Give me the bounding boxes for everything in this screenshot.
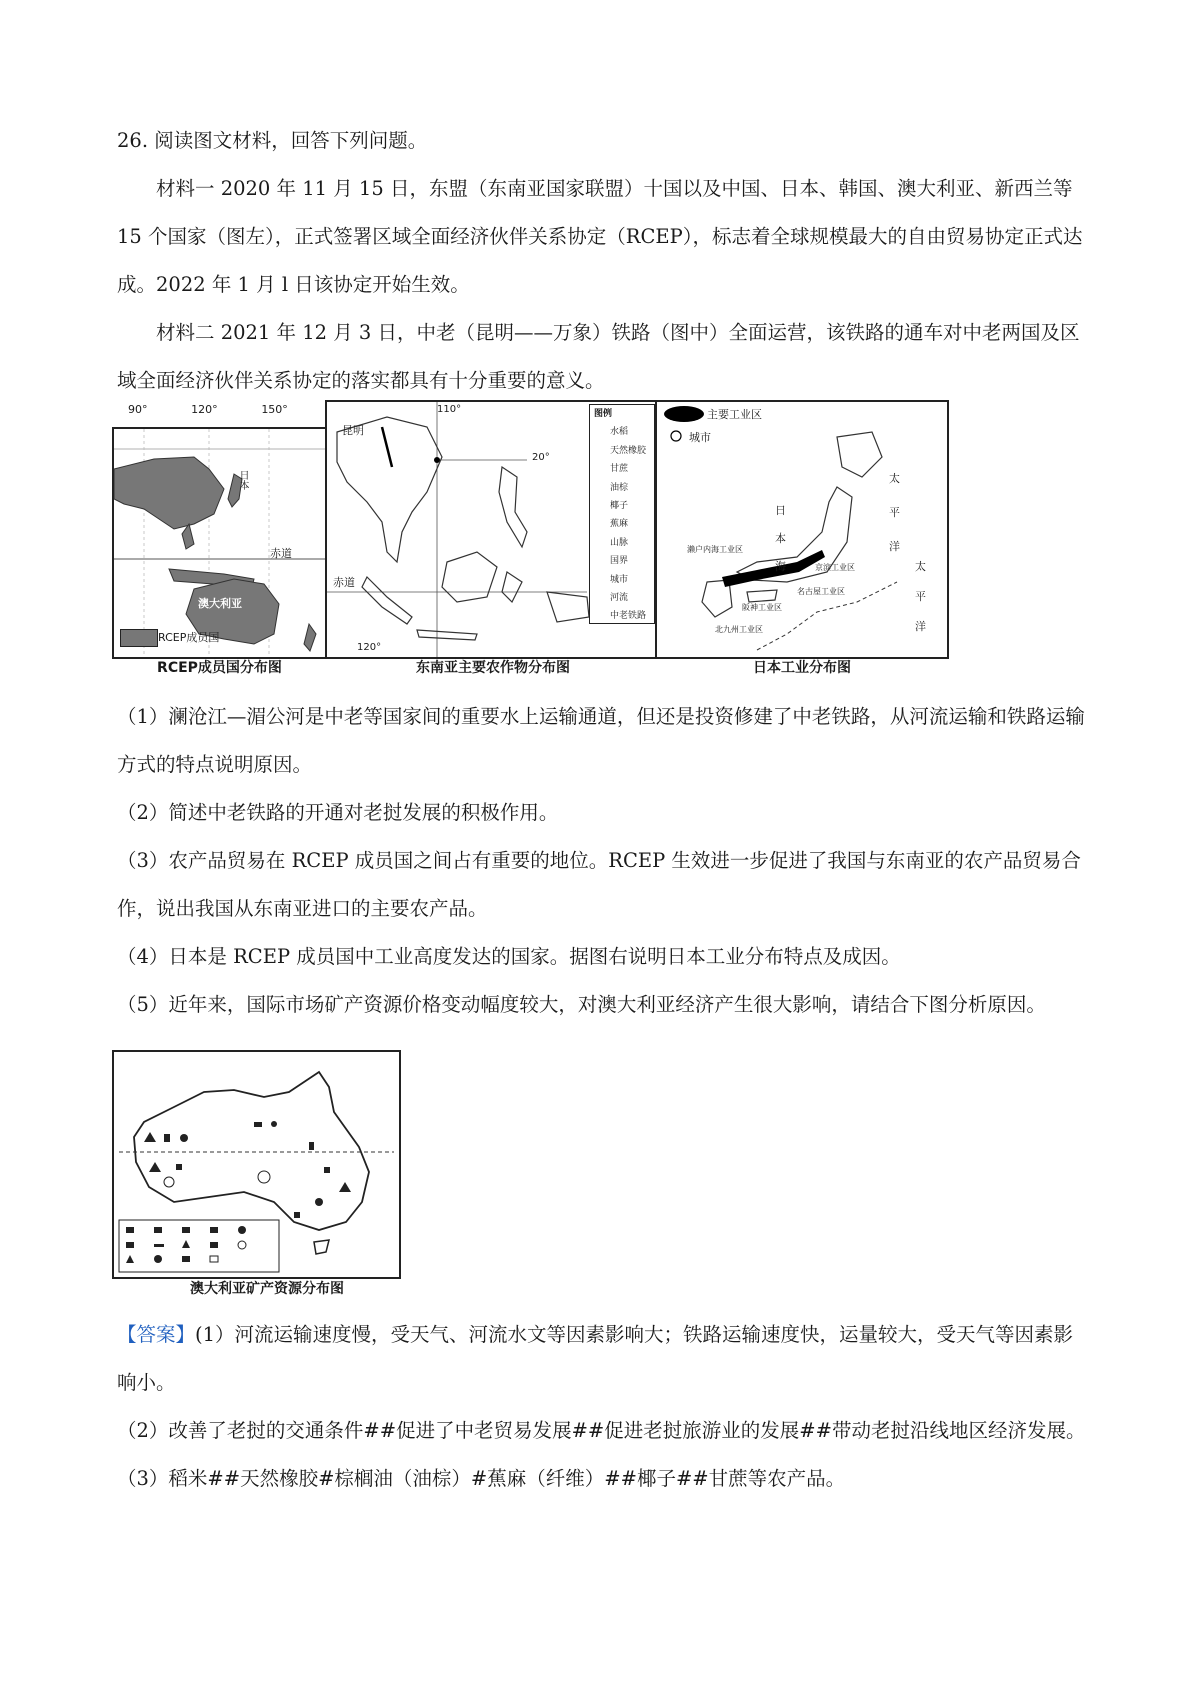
legend-item: 城市 xyxy=(610,574,629,585)
sea-equator-label: 赤道 xyxy=(333,576,355,589)
legend-item: 甘蔗 xyxy=(610,464,629,475)
material-one: 材料一 2020 年 11 月 15 日，东盟（东南亚国家联盟）十国以及中国、日本、韩国、澳大利亚、新西兰等 15 个国家（图左），正式签署区域全面经济伙伴关系协定（RCEP），标志着全球规模最大的自由贸易协定正式达成。2022 年 1 月 l 日该协定开始生效。 xyxy=(117,177,1083,296)
sea-char: 本 xyxy=(775,532,786,545)
rcep-legend-swatch xyxy=(120,629,158,647)
lon-label: 120° xyxy=(191,403,218,416)
rcep-australia-label: 澳大利亚 xyxy=(198,597,242,610)
material-two: 材料二 2021 年 12 月 3 日，中老（昆明——万象）铁路（图中）全面运营，该铁路的通车对中老两国及区域全面经济伙伴关系协定的落实都具有十分重要的意义。 xyxy=(117,321,1080,392)
question-title: 26. 阅读图文材料，回答下列问题。 xyxy=(117,129,428,152)
pacific-char: 洋 xyxy=(915,620,926,633)
legend-item: 油棕 xyxy=(610,482,629,493)
maps-figure xyxy=(110,395,950,675)
lon-label: 150° xyxy=(261,403,288,416)
legend-item: 水稻 xyxy=(610,427,629,438)
sea-lat-label: 20° xyxy=(532,452,550,463)
sea-legend xyxy=(589,404,655,624)
answer-1-text: (1）河流运输速度慢，受天气、河流水文等因素影响大；铁路运输速度快，运量较大，受天气等因素影响小。 xyxy=(117,1323,1074,1394)
sea-caption: 东南亚主要农作物分布图 xyxy=(416,660,570,676)
japan-pacific-label-2 xyxy=(915,552,926,642)
legend-item: 河流 xyxy=(610,593,629,604)
answer-2: （2）改善了老挝的交通条件##促进了中老贸易发展##促进老挝旅游业的发展##带动老挝沿线地区经济发展。 xyxy=(117,1419,1086,1442)
rcep-lon-labels xyxy=(128,403,358,416)
sub-question-5: （5）近年来，国际市场矿产资源价格变动幅度较大，对澳大利亚经济产生很大影响，请结合下图分析原因。 xyxy=(117,993,1046,1016)
australia-map xyxy=(112,1050,401,1279)
sub-question-4: （4）日本是 RCEP 成员国中工业高度发达的国家。据图右说明日本工业分布特点及成因。 xyxy=(117,945,901,968)
japan-map xyxy=(655,400,949,659)
answer-3: （3）稻米##天然橡胶#棕榈油（油棕）#蕉麻（纤维）##椰子##甘蔗等农产品。 xyxy=(117,1467,846,1490)
sea-char: 日 xyxy=(775,504,786,517)
legend-item: 中老铁路 xyxy=(610,611,647,622)
rcep-equator-label: 赤道 xyxy=(270,547,292,560)
legend-item: 蕉麻 xyxy=(610,519,629,530)
sea-legend-title: 图例 xyxy=(594,409,613,419)
rcep-caption: RCEP成员国分布图 xyxy=(157,660,282,676)
rcep-japan-label: 日本 xyxy=(237,470,248,490)
legend-item: 椰子 xyxy=(610,501,629,512)
japan-legend-industry: 主要工业区 xyxy=(707,408,762,421)
japan-zone-label: 北九州工业区 xyxy=(715,625,763,634)
sea-map xyxy=(325,400,661,659)
sub-question-3: （3）农产品贸易在 RCEP 成员国之间占有重要的地位。RCEP 生效进一步促进了我国与东南亚的农产品贸易合作，说出我国从东南亚进口的主要农产品。 xyxy=(117,849,1081,920)
japan-sea-label xyxy=(775,497,786,581)
japan-zone-label: 濑户内海工业区 xyxy=(687,545,743,554)
rcep-map xyxy=(112,427,331,659)
sub-question-1: （1）澜沧江—湄公河是中老等国家间的重要水上运输通道，但还是投资修建了中老铁路，从河流运输和铁路运输方式的特点说明原因。 xyxy=(117,705,1085,776)
sea-lon2-label: 120° xyxy=(357,642,382,653)
pacific-char: 太 xyxy=(889,472,900,485)
sub-question-2: （2）简述中老铁路的开通对老挝发展的积极作用。 xyxy=(117,801,559,824)
sea-kunming-label: 昆明 xyxy=(342,424,364,437)
australia-caption: 澳大利亚矿产资源分布图 xyxy=(190,1281,344,1297)
japan-legend-city: 城市 xyxy=(689,431,711,444)
lon-label: 90° xyxy=(128,403,148,416)
japan-caption: 日本工业分布图 xyxy=(753,660,851,676)
australia-map-drawing xyxy=(114,1052,399,1277)
australia-figure xyxy=(112,1050,402,1300)
japan-pacific-label xyxy=(889,462,900,564)
japan-zone-label: 名古屋工业区 xyxy=(797,587,845,596)
legend-item: 国界 xyxy=(610,556,629,567)
sea-char: 海 xyxy=(775,560,786,573)
legend-item: 山脉 xyxy=(610,537,629,548)
rcep-legend-label: RCEP成员国 xyxy=(158,631,220,644)
japan-zone-label: 京滨工业区 xyxy=(815,563,855,572)
pacific-char: 平 xyxy=(915,590,926,603)
answer-1 xyxy=(117,1311,1092,1407)
sea-lon-label: 110° xyxy=(437,404,462,415)
rcep-map-drawing xyxy=(114,429,329,657)
pacific-char: 洋 xyxy=(889,540,900,553)
pacific-char: 平 xyxy=(889,506,900,519)
japan-zone-label: 阪神工业区 xyxy=(742,603,782,612)
pacific-char: 太 xyxy=(915,560,926,573)
legend-item: 天然橡胶 xyxy=(610,445,647,456)
answer-label: 【答案】 xyxy=(117,1323,196,1346)
